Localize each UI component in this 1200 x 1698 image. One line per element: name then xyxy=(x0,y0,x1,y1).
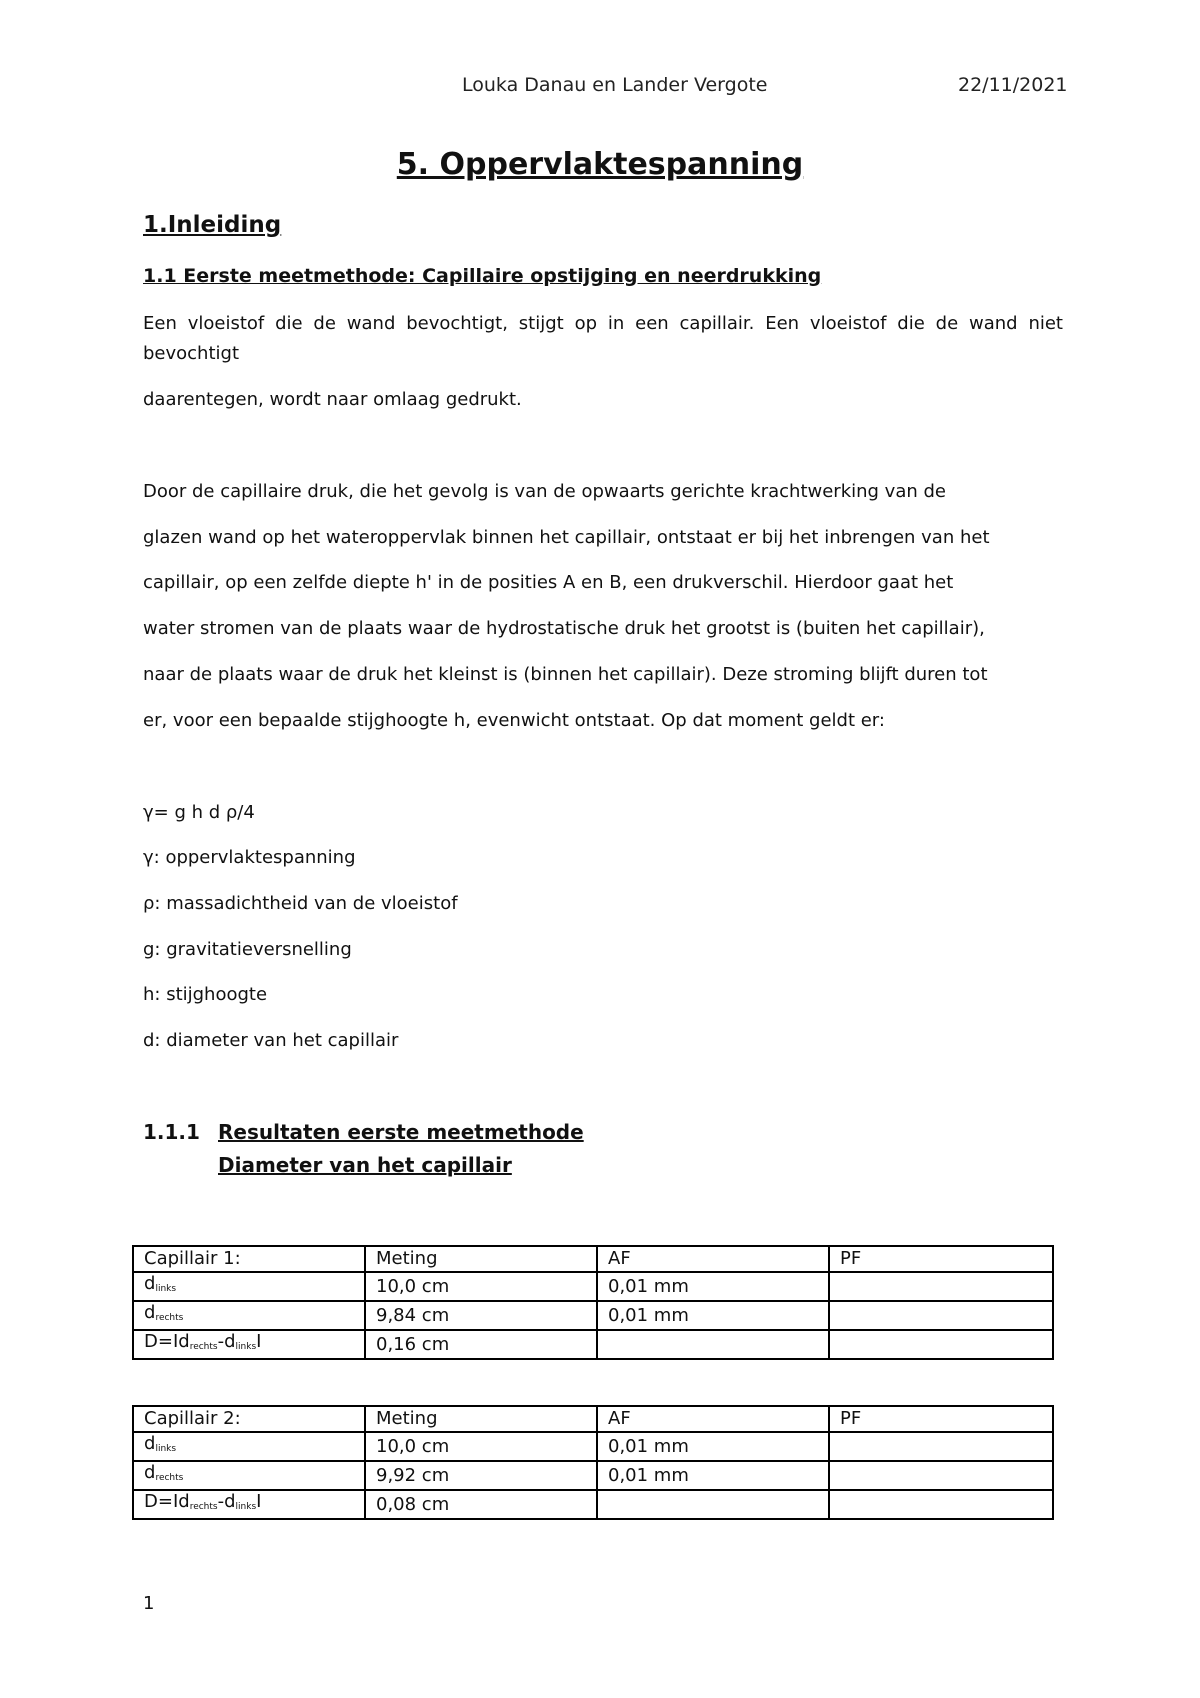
header-date: 22/11/2021 xyxy=(958,74,1068,96)
page-number: 1 xyxy=(143,1593,155,1614)
formula-legend-item: γ: oppervlaktespanning xyxy=(143,847,356,868)
table-header-cell: Capillair 1: xyxy=(133,1246,365,1272)
table-header-cell: PF xyxy=(829,1246,1053,1272)
page-title: 5. Oppervlaktespanning xyxy=(396,147,804,182)
table-cell-symbol: $d_{rechts}$ xyxy=(133,1301,365,1330)
table-header-row xyxy=(133,1246,1053,1272)
table-cell xyxy=(829,1272,1053,1301)
table-cell xyxy=(829,1330,1053,1359)
intro-line-3: daarentegen, wordt naar omlaag gedrukt. xyxy=(143,389,522,410)
table-row xyxy=(133,1490,1053,1519)
table-cell: 0,01 mm xyxy=(597,1301,829,1330)
body-line: er, voor een bepaalde stijghoogte h, evenwicht ontstaat. Op dat moment geldt er: xyxy=(143,710,885,731)
table-row xyxy=(133,1301,1053,1330)
intro-line-1: Een vloeistof die de wand bevochtigt, stijgt op in een capillair. Een vloeistof die de wand niet xyxy=(143,313,1063,334)
table-header-cell: Meting xyxy=(365,1246,597,1272)
table-header-cell: AF xyxy=(597,1406,829,1432)
capillair-1-table xyxy=(132,1245,1054,1360)
body-line: Door de capillaire druk, die het gevolg is van de opwaarts gerichte krachtwerking van de xyxy=(143,481,946,502)
table-cell xyxy=(829,1432,1053,1461)
table-cell-symbol: $d_{links}$ xyxy=(133,1432,365,1461)
table-header-cell: PF xyxy=(829,1406,1053,1432)
capillair-2-table xyxy=(132,1405,1054,1520)
subsection-heading: 1.1 Eerste meetmethode: Capillaire opstijging en neerdrukking xyxy=(143,265,822,287)
table-header-row xyxy=(133,1406,1053,1432)
table-cell-symbol: $D=Id_{rechts}-d_{links}I$ xyxy=(133,1330,365,1359)
table-header-cell: AF xyxy=(597,1246,829,1272)
results-subtitle: Diameter van het capillair xyxy=(218,1153,512,1177)
table-cell xyxy=(597,1490,829,1519)
body-line: glazen wand op het wateroppervlak binnen het capillair, ontstaat er bij het inbrengen van het xyxy=(143,527,990,548)
table-cell: 10,0 cm xyxy=(365,1272,597,1301)
body-line: water stromen van de plaats waar de hydrostatische druk het grootst is (buiten het capillair), xyxy=(143,618,985,639)
formula-legend-item: h: stijghoogte xyxy=(143,984,268,1005)
formula-legend-item: ρ: massadichtheid van de vloeistof xyxy=(143,893,458,914)
table-cell: 0,08 cm xyxy=(365,1490,597,1519)
section-heading: 1.Inleiding xyxy=(143,212,282,238)
results-title: Resultaten eerste meetmethode xyxy=(218,1120,584,1144)
table-header-cell: Capillair 2: xyxy=(133,1406,365,1432)
table-cell: 0,01 mm xyxy=(597,1461,829,1490)
formula: γ= g h d ρ/4 xyxy=(143,802,255,823)
body-line: naar de plaats waar de druk het kleinst is (binnen het capillair). Deze stroming blijft duren tot xyxy=(143,664,988,685)
table-cell: 9,92 cm xyxy=(365,1461,597,1490)
results-heading xyxy=(143,1120,584,1144)
table-cell-symbol: $d_{links}$ xyxy=(133,1272,365,1301)
table-cell-symbol: $D=Id_{rechts}-d_{links}I$ xyxy=(133,1490,365,1519)
body-line: capillair, op een zelfde diepte h' in de posities A en B, een drukverschil. Hierdoor gaat het xyxy=(143,572,954,593)
intro-line-2: bevochtigt xyxy=(143,343,240,364)
table-cell: 10,0 cm xyxy=(365,1432,597,1461)
table-cell-symbol: $d_{rechts}$ xyxy=(133,1461,365,1490)
table-cell xyxy=(829,1490,1053,1519)
table-cell: 0,01 mm xyxy=(597,1432,829,1461)
table-cell: 0,01 mm xyxy=(597,1272,829,1301)
table-row xyxy=(133,1432,1053,1461)
header-authors: Louka Danau en Lander Vergote xyxy=(462,74,768,96)
table-row xyxy=(133,1330,1053,1359)
formula-legend-item: g: gravitatieversnelling xyxy=(143,939,352,960)
results-number: 1.1.1 xyxy=(143,1120,200,1144)
table-cell: 0,16 cm xyxy=(365,1330,597,1359)
table-header-cell: Meting xyxy=(365,1406,597,1432)
table-cell xyxy=(829,1301,1053,1330)
table-row xyxy=(133,1461,1053,1490)
table-row xyxy=(133,1272,1053,1301)
table-cell xyxy=(829,1461,1053,1490)
table-cell: 9,84 cm xyxy=(365,1301,597,1330)
formula-legend-item: d: diameter van het capillair xyxy=(143,1030,399,1051)
table-cell xyxy=(597,1330,829,1359)
